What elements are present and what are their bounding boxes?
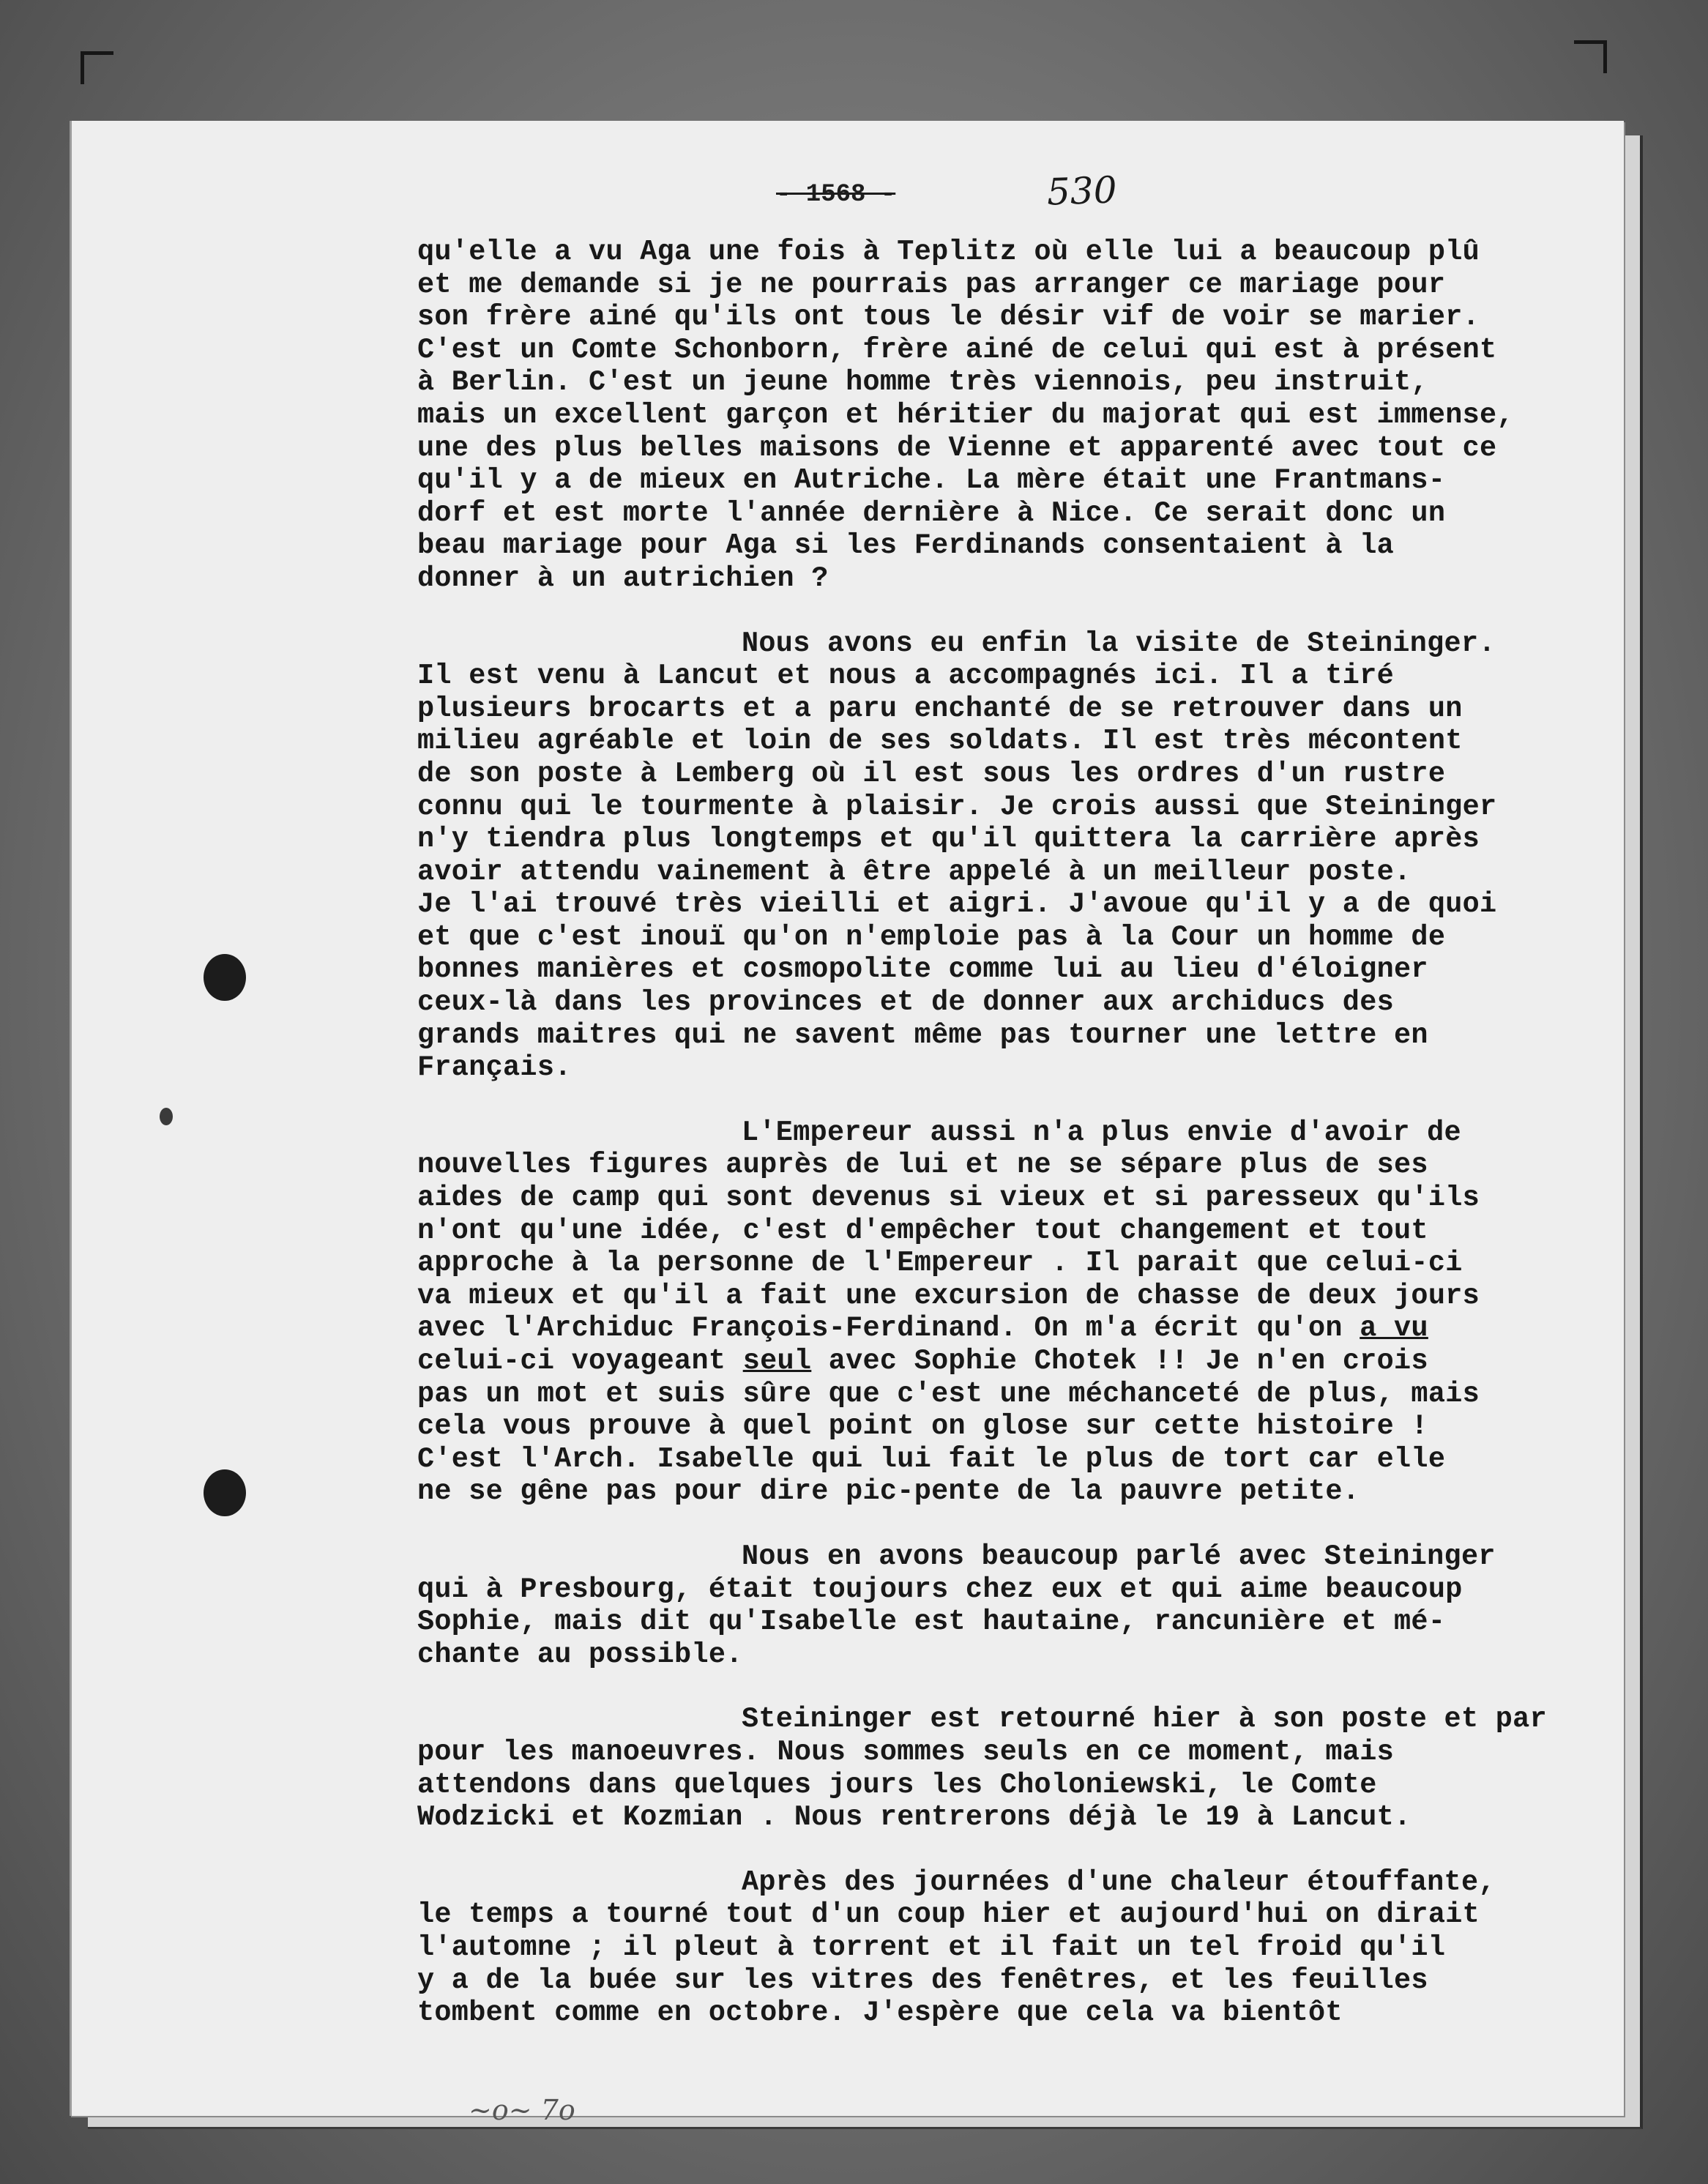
text-line: n'ont qu'une idée, c'est d'empêcher tout changement et tout (417, 1214, 1428, 1247)
underlined-text: seul (742, 1345, 812, 1377)
paragraph-4 (417, 1540, 1633, 1671)
text-line: mais un excellent garçon et héritier du majorat qui est immense, (417, 398, 1514, 431)
letter-body (417, 236, 1633, 2062)
margin-scribble: ~o~ 7o (469, 2094, 575, 2126)
text-segment: celui-ci voyageant (417, 1345, 726, 1377)
text-segment: avec l'Archiduc François-Ferdinand. On m'a écrit qu'on (417, 1312, 1343, 1345)
handwritten-page-number: 530 (1046, 168, 1118, 214)
text-segment: avec Sophie Chotek !! Je n'en crois (828, 1345, 1428, 1377)
text-line: Steininger est retourné hier à son poste et par (742, 1703, 1547, 1736)
text-line: approche à la personne de l'Empereur . Il parait que celui-ci (417, 1247, 1463, 1280)
text-line: Wodzicki et Kozmian . Nous rentrerons déjà le 19 à Lancut. (417, 1801, 1411, 1834)
crop-mark-top-right (1574, 40, 1607, 73)
paragraph-5 (417, 1703, 1633, 1833)
text-line: connu qui le tourmente à plaisir. Je crois aussi que Steininger (417, 790, 1497, 823)
text-line: le temps a tourné tout d'un coup hier et aujourd'hui on dirait (417, 1898, 1480, 1931)
text-line: et me demande si je ne pourrais pas arranger ce mariage pour (417, 268, 1446, 301)
text-line: grands maitres qui ne savent même pas tourner une lettre en (417, 1018, 1428, 1051)
text-line: aides de camp qui sont devenus si vieux et si paresseux qu'ils (417, 1182, 1480, 1215)
ink-speck (160, 1108, 173, 1125)
paragraph-2 (417, 627, 1633, 1084)
text-line: chante au possible. (417, 1638, 743, 1671)
text-line: à Berlin. C'est un jeune homme très viennois, peu instruit, (417, 366, 1428, 399)
text-line: dorf et est morte l'année dernière à Nice. Ce serait donc un (417, 496, 1446, 529)
text-line: milieu agréable et loin de ses soldats. Il est très mécontent (417, 725, 1463, 758)
text-line: Nous en avons beaucoup parlé avec Steininger (742, 1540, 1496, 1573)
text-line: nouvelles figures auprès de lui et ne se sépare plus de ses (417, 1149, 1428, 1182)
text-line: tombent comme en octobre. J'espère que cela va bientôt (417, 1997, 1343, 2030)
text-line: Français. (417, 1051, 572, 1084)
text-line: qui à Presbourg, était toujours chez eux et qui aime beaucoup (417, 1573, 1463, 1606)
text-line-with-underline (417, 1345, 1633, 1378)
text-line: beau mariage pour Aga si les Ferdinands consentaient à la (417, 529, 1395, 562)
text-line: y a de la buée sur les vitres des fenêtres, et les feuilles (417, 1964, 1428, 1997)
underlined-text: a vu (1360, 1312, 1428, 1345)
text-line: attendons dans quelques jours les Choloniewski, le Comte (417, 1768, 1377, 1801)
text-line: C'est l'Arch. Isabelle qui lui fait le plus de tort car elle (417, 1442, 1446, 1475)
text-line: C'est un Comte Schonborn, frère ainé de celui qui est à présent (417, 333, 1497, 366)
paragraph-3 (417, 1117, 1633, 1508)
text-line: de son poste à Lemberg où il est sous les ordres d'un rustre (417, 757, 1446, 790)
text-line: l'automne ; il pleut à torrent et il fait un tel froid qu'il (417, 1931, 1446, 1964)
paragraph-6 (417, 1866, 1633, 2030)
text-line: ceux-là dans les provinces et de donner aux archiducs des (417, 986, 1395, 1019)
text-line: ne se gêne pas pour dire pic-pente de la pauvre petite. (417, 1475, 1360, 1508)
text-line: avoir attendu vainement à être appelé à un meilleur poste. (417, 855, 1411, 888)
text-line: n'y tiendra plus longtemps et qu'il quittera la carrière après (417, 823, 1480, 856)
text-line: pas un mot et suis sûre que c'est une méchanceté de plus, mais (417, 1377, 1480, 1410)
text-line: Sophie, mais dit qu'Isabelle est hautaine, rancunière et mé- (417, 1606, 1446, 1639)
text-line: pour les manoeuvres. Nous sommes seuls en ce moment, mais (417, 1735, 1395, 1768)
text-line: L'Empereur aussi n'a plus envie d'avoir de (742, 1116, 1461, 1149)
text-line: Nous avons eu enfin la visite de Steininger. (742, 627, 1496, 660)
text-line: et que c'est inouï qu'on n'emploie pas à la Cour un homme de (417, 920, 1446, 953)
text-line: son frère ainé qu'ils ont tous le désir vif de voir se marier. (417, 301, 1480, 334)
old-page-number: - 1568 - (776, 181, 896, 209)
paragraph-1 (417, 236, 1633, 595)
text-line: Je l'ai trouvé très vieilli et aigri. J'avoue qu'il y a de quoi (417, 888, 1497, 921)
text-line: va mieux et qu'il a fait une excursion de chasse de deux jours (417, 1279, 1480, 1312)
text-line: cela vous prouve à quel point on glose sur cette histoire ! (417, 1410, 1428, 1443)
punch-hole-upper (204, 954, 246, 1001)
punch-hole-lower (204, 1469, 246, 1516)
text-line: qu'il y a de mieux en Autriche. La mère était une Frantmans- (417, 464, 1446, 497)
text-line: qu'elle a vu Aga une fois à Teplitz où elle lui a beaucoup plû (417, 236, 1480, 268)
text-line: bonnes manières et cosmopolite comme lui au lieu d'éloigner (417, 953, 1428, 986)
text-line: plusieurs brocarts et a paru enchanté de se retrouver dans un (417, 692, 1463, 725)
text-line: Après des journées d'une chaleur étouffante, (742, 1866, 1496, 1898)
text-line: Il est venu à Lancut et nous a accompagnés ici. Il a tiré (417, 660, 1395, 693)
text-line: une des plus belles maisons de Vienne et apparenté avec tout ce (417, 431, 1497, 464)
crop-mark-top-left (81, 51, 113, 84)
text-line: donner à un autrichien ? (417, 562, 829, 595)
text-line-with-underline (417, 1312, 1633, 1345)
